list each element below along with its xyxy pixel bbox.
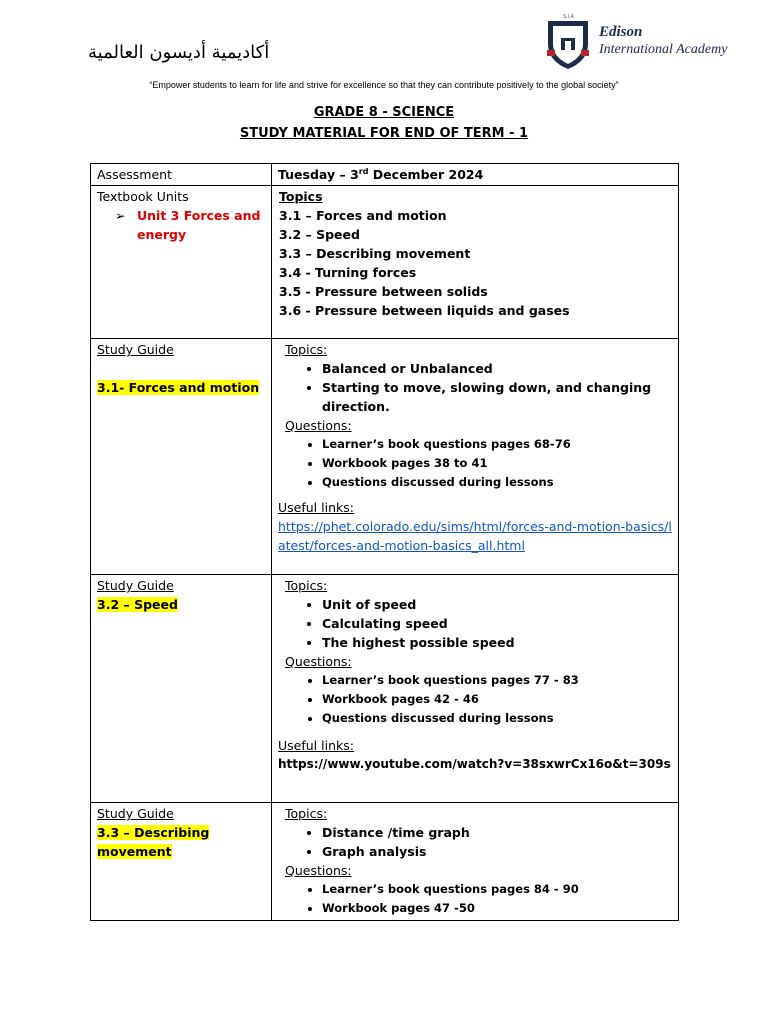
topic-bullet: • The highest possible speed: [322, 633, 672, 652]
topics-label: Topics:: [285, 806, 328, 821]
unit-item: [97, 206, 265, 244]
topic-bullet: • Unit of speed: [322, 595, 672, 614]
arrow-bullet-icon: ➢: [115, 208, 126, 223]
question-bullet: • Learner’s book questions pages 68-76: [322, 435, 672, 454]
assessment-label: Assessment: [91, 164, 272, 186]
question-bullet: • Workbook pages 42 - 46: [322, 690, 672, 709]
topics-label: Topics:: [285, 578, 328, 593]
topic-bullet: • Calculating speed: [322, 614, 672, 633]
topic-bullet: • Graph analysis: [322, 842, 672, 861]
topic-bullet: • Starting to move, slowing down, and changing direction.: [322, 378, 672, 416]
study-guide-label: Study Guide: [97, 342, 174, 357]
question-bullet: • Workbook pages 38 to 41: [322, 454, 672, 473]
question-bullet: • Workbook pages 47 -50: [322, 899, 672, 918]
topic-item: 3.2 – Speed: [279, 227, 360, 242]
study-guide-label: Study Guide: [97, 806, 174, 821]
guide-title: 3.2 – Speed: [97, 597, 178, 612]
guide-title: 3.1- Forces and motion: [97, 380, 260, 395]
logo-title: Edison: [599, 24, 643, 40]
page-subtitle: STUDY MATERIAL FOR END OF TERM - 1: [239, 126, 529, 141]
assessment-row: [91, 164, 679, 186]
guide-row-3: [91, 803, 679, 921]
topic-item: 3.4 - Turning forces: [279, 265, 417, 280]
study-guide-label: Study Guide: [97, 578, 174, 593]
question-bullet: • Questions discussed during lessons: [322, 709, 672, 728]
useful-links-label: Useful links:: [278, 500, 354, 515]
useful-links-label: Useful links:: [278, 738, 354, 753]
questions-label: Questions:: [285, 863, 352, 878]
topic-item: 3.6 - Pressure between liquids and gases: [279, 303, 570, 318]
topic-item: 3.3 – Describing movement: [279, 246, 471, 261]
logo-small-text: S.I.A: [563, 14, 574, 20]
assessment-date: Tuesday – 3rd December 2024: [272, 164, 679, 186]
arabic-school-name: أكاديمية أديسون العالمية: [88, 42, 270, 63]
topic-bullet: • Balanced or Unbalanced: [322, 359, 672, 378]
academy-logo: [543, 14, 728, 74]
guide-row-1: [91, 339, 679, 575]
study-table: [90, 163, 679, 921]
questions-label: Questions:: [285, 418, 352, 433]
question-bullet: • Questions discussed during lessons: [322, 473, 672, 492]
useful-link-text[interactable]: https://www.youtube.com/watch?v=38sxwrCx16o&t=309s: [278, 757, 671, 771]
motto: “Empower students to learn for life and strive for excellence so that they can contribute positively to the global society”: [149, 80, 619, 90]
topics-label: Topics:: [285, 342, 328, 357]
topic-item: 3.1 – Forces and motion: [279, 208, 447, 223]
units-row: [91, 186, 679, 339]
questions-label: Questions:: [285, 654, 352, 669]
topic-bullet: • Distance /time graph: [322, 823, 672, 842]
question-bullet: • Learner’s book questions pages 77 - 83: [322, 671, 672, 690]
shield-crest-icon: [543, 14, 593, 70]
units-label: Textbook Units: [97, 189, 189, 204]
unit-name: Unit 3 Forces and energy: [137, 208, 261, 242]
guide-row-2: [91, 575, 679, 803]
topics-heading: Topics: [279, 189, 323, 204]
useful-link[interactable]: https://phet.colorado.edu/sims/html/forces-and-motion-basics/latest/forces-and-motion-basics_all.html: [278, 519, 672, 553]
logo-subtitle: International Academy: [599, 42, 728, 57]
question-bullet: • Learner’s book questions pages 84 - 90: [322, 880, 672, 899]
guide-title: 3.3 – Describing movement: [97, 825, 210, 859]
page-title: GRADE 8 - SCIENCE: [313, 105, 455, 120]
topic-item: 3.5 - Pressure between solids: [279, 284, 488, 299]
